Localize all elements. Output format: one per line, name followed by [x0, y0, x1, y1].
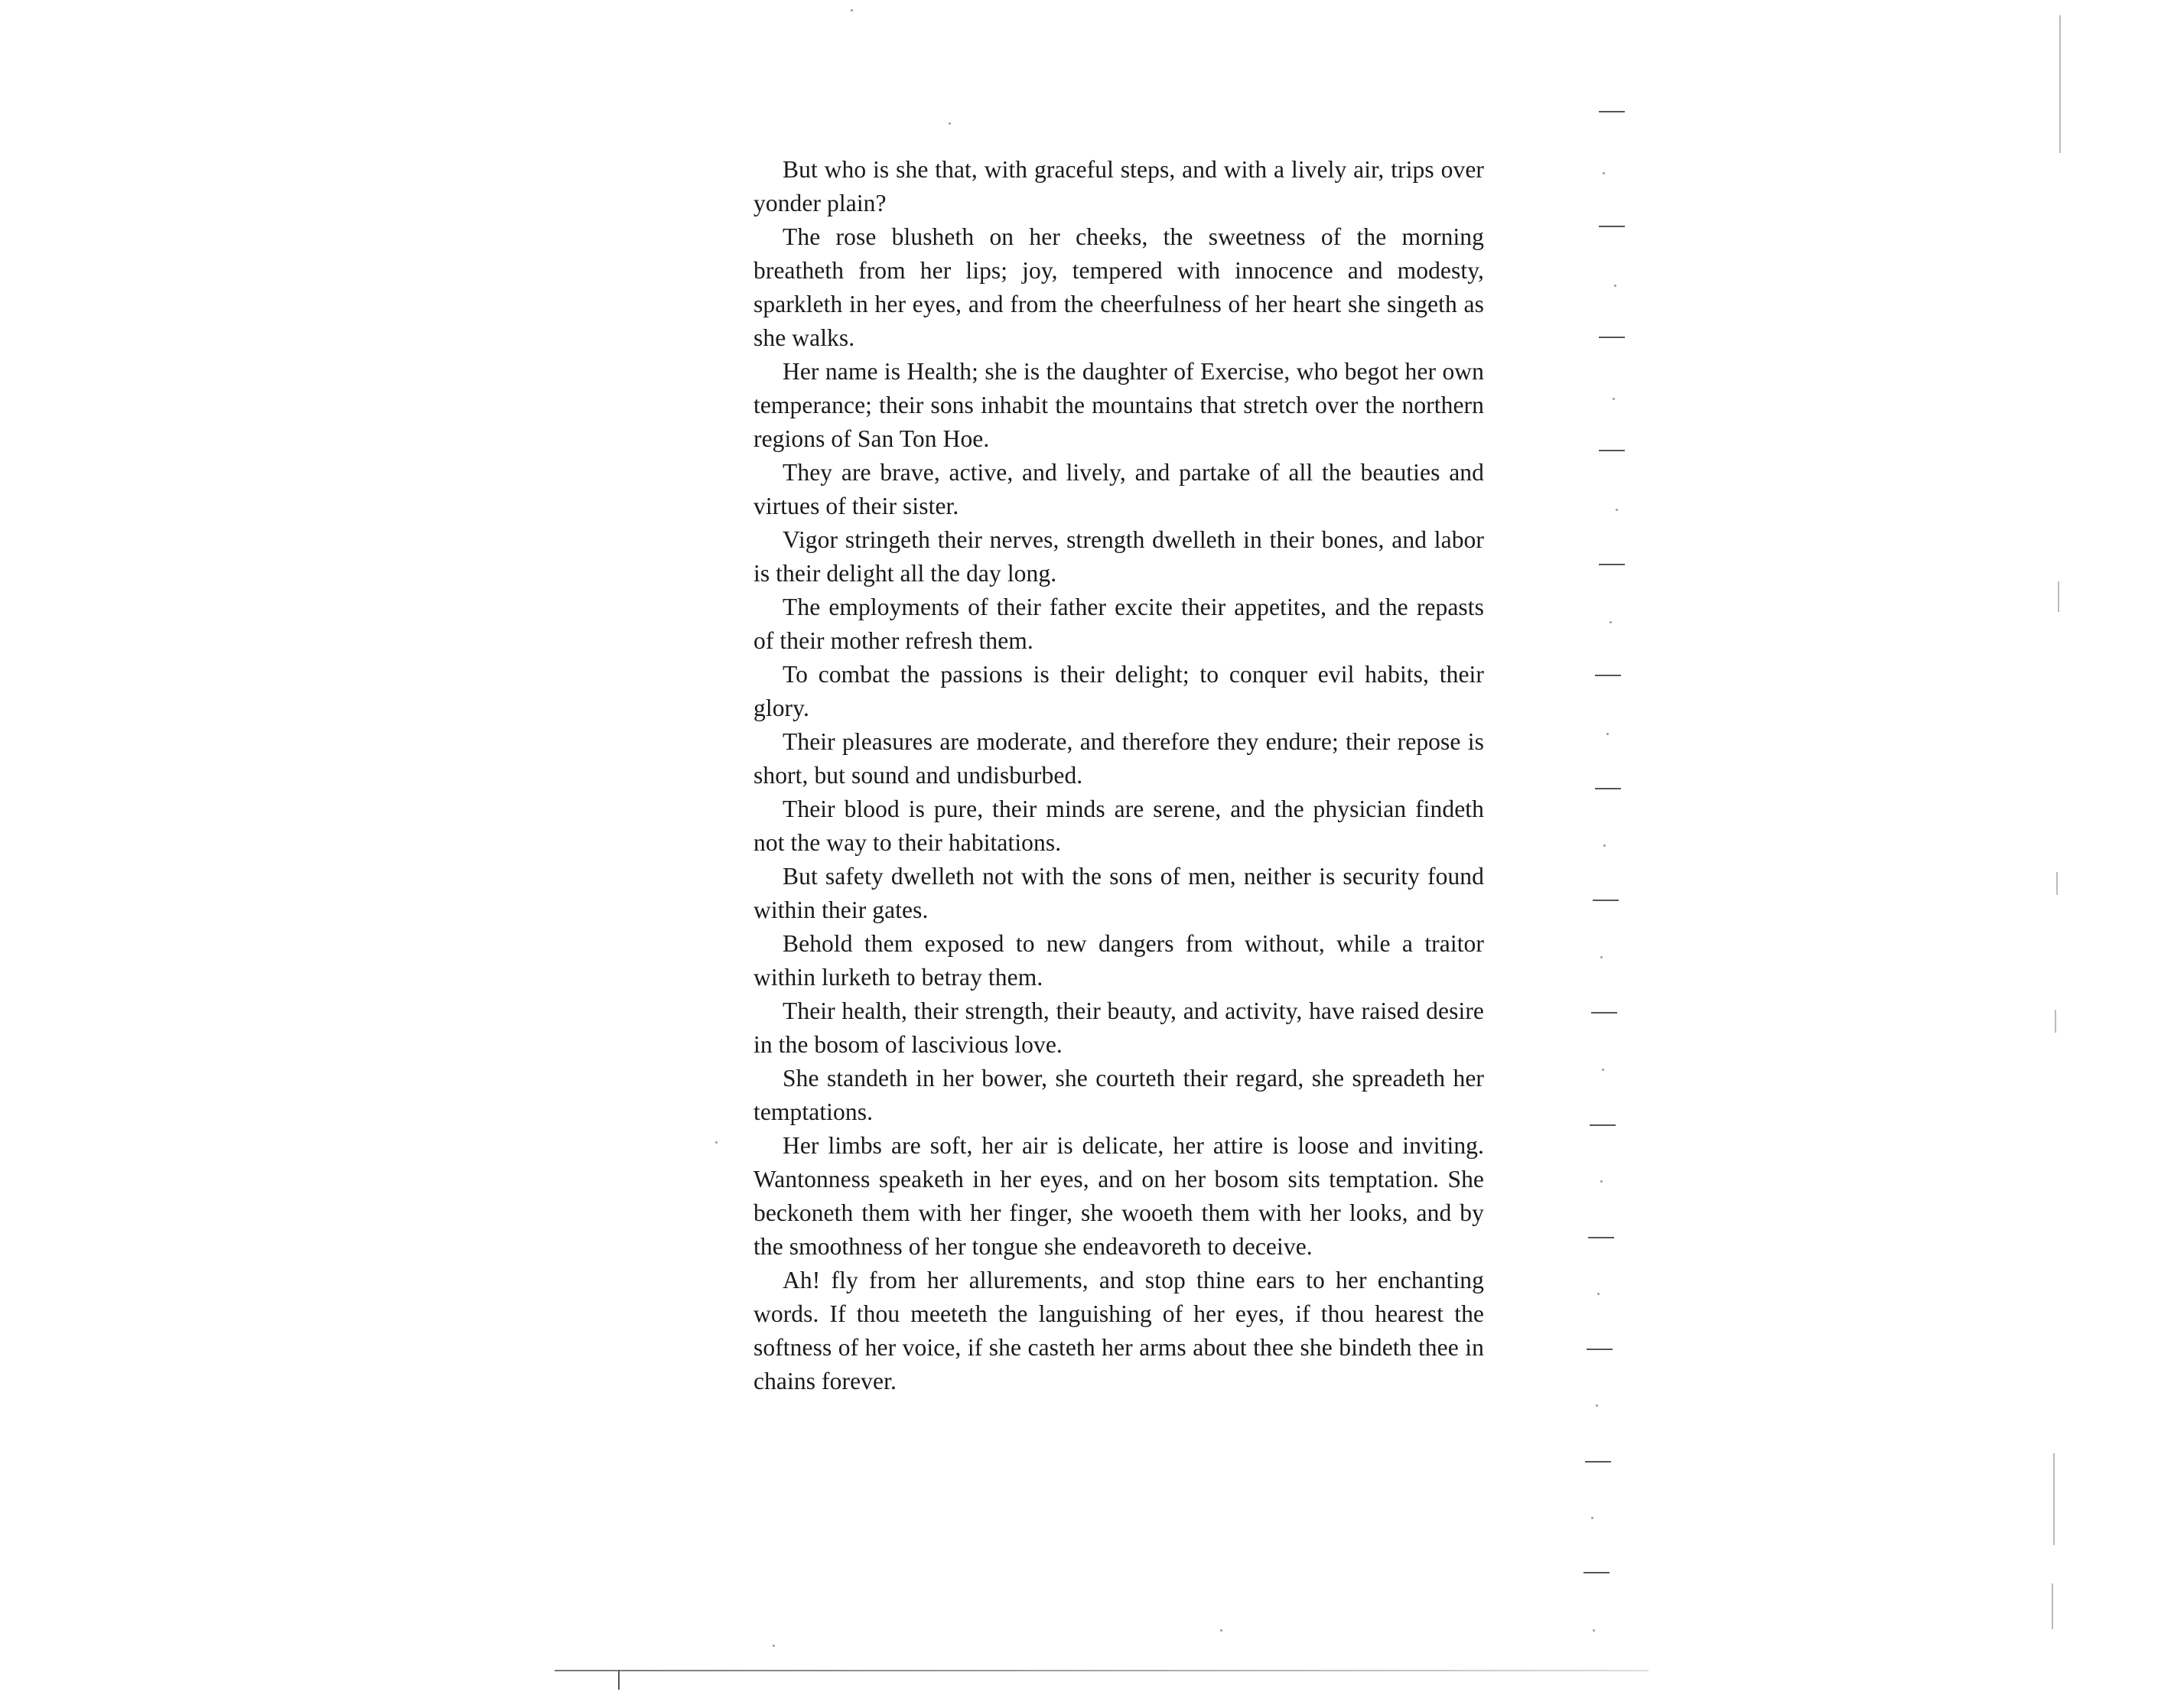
- scan-mark: [1583, 1572, 1610, 1573]
- paragraph: Ah! fly from her allurements, and stop thine ears to her enchanting words. If thou meeteth the languishing of her eyes, if thou hearest the softness of her voice, if she casteth her arms about thee she bindeth thee in chains forever.: [753, 1267, 1484, 1394]
- paragraph: But who is she that, with graceful steps, and with a lively air, trips over yonder plain?: [753, 156, 1484, 216]
- scan-edge: [2055, 1010, 2056, 1033]
- paragraph: She standeth in her bower, she courteth their regard, she spreadeth her temptations.: [753, 1065, 1484, 1125]
- scan-mark: [1599, 111, 1625, 112]
- scan-mark: [1599, 564, 1625, 565]
- scan-mark: [1599, 337, 1625, 338]
- scan-mark: [1585, 1461, 1611, 1463]
- paragraph: Their pleasures are moderate, and therefore they endure; their repose is short, but sound and undisburbed.: [753, 728, 1484, 789]
- scan-speck: [1600, 1180, 1603, 1183]
- body-text: [753, 153, 1484, 1398]
- scan-speck: [949, 122, 951, 125]
- scan-mark: [1593, 900, 1619, 901]
- scan-speck: [1613, 398, 1615, 400]
- scan-speck: [1591, 1517, 1593, 1519]
- scan-speck: [1610, 621, 1612, 623]
- paragraph: To combat the passions is their delight; to conquer evil habits, their glory.: [753, 661, 1484, 721]
- scan-speck: [1614, 285, 1616, 287]
- paragraph: Their health, their strength, their beauty, and activity, have raised desire in the bosom of lascivious love.: [753, 997, 1484, 1058]
- paragraph: Her limbs are soft, her air is delicate, her attire is loose and inviting. Wantonness speaketh in her eyes, and on her bosom sits temptation. She beckoneth them with her finger, she wooeth them with her looks, and by the smoothness of her tongue she endeavoreth to deceive.: [753, 1132, 1484, 1260]
- scan-speck: [1603, 844, 1606, 847]
- scan-edge: [2059, 15, 2061, 153]
- scan-mark: [1591, 1012, 1617, 1014]
- paragraph: Her name is Health; she is the daughter of Exercise, who begot her own temperance; their sons inhabit the mountains that stretch over the northern regions of San Ton Hoe.: [753, 358, 1484, 452]
- paragraph: But safety dwelleth not with the sons of men, neither is security found within their gates.: [753, 863, 1484, 923]
- scan-mark: [1595, 788, 1621, 789]
- paragraph: They are brave, active, and lively, and partake of all the beauties and virtues of their sister.: [753, 459, 1484, 519]
- scan-speck: [1606, 733, 1609, 735]
- paragraph: Behold them exposed to new dangers from without, while a traitor within lurketh to betray them.: [753, 930, 1484, 991]
- scan-edge: [2053, 1453, 2055, 1545]
- scan-mark: [1599, 450, 1625, 451]
- scan-edge: [2052, 1583, 2053, 1629]
- scan-speck: [851, 9, 853, 11]
- scan-speck: [715, 1141, 718, 1144]
- scan-speck: [1220, 1629, 1222, 1632]
- scan-speck: [773, 1645, 775, 1647]
- paragraph: Their blood is pure, their minds are serene, and the physician findeth not the way to their habitations.: [753, 796, 1484, 856]
- scan-bottom-tick: [618, 1670, 620, 1690]
- paragraph: The rose blusheth on her cheeks, the sweetness of the morning breatheth from her lips; joy, tempered with innocence and modesty, sparkleth in her eyes, and from the cheerfulness of her heart she singeth as she walks.: [753, 223, 1484, 351]
- scan-mark: [1587, 1349, 1613, 1350]
- scan-mark: [1595, 675, 1621, 676]
- scan-speck: [1600, 956, 1603, 958]
- paragraph: Vigor stringeth their nerves, strength dwelleth in their bones, and labor is their delight all the day long.: [753, 526, 1484, 587]
- scan-speck: [1602, 1069, 1604, 1071]
- scan-speck: [1593, 1629, 1595, 1632]
- scan-mark: [1588, 1237, 1614, 1238]
- scan-speck: [1597, 1293, 1600, 1295]
- scan-speck: [1603, 172, 1605, 174]
- scan-mark: [1599, 226, 1625, 227]
- scan-speck: [1616, 509, 1618, 511]
- scan-edge: [2056, 872, 2058, 895]
- paragraph: The employments of their father excite their appetites, and the repasts of their mother refresh them.: [753, 594, 1484, 654]
- scan-edge: [2058, 581, 2059, 612]
- scan-speck: [1596, 1404, 1598, 1407]
- scan-bottom-rule: [555, 1670, 1649, 1671]
- scan-mark: [1590, 1124, 1616, 1126]
